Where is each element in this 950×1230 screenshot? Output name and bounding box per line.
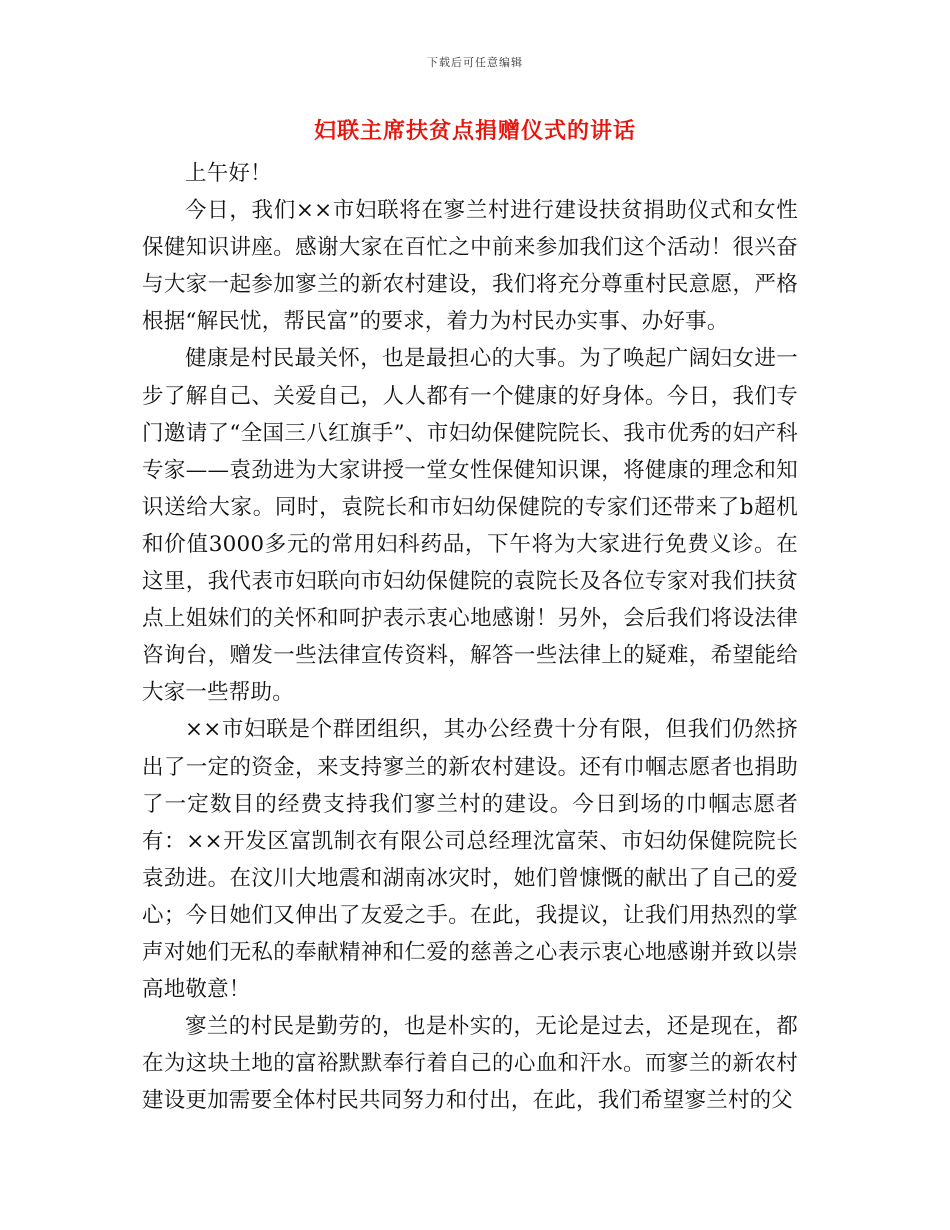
paragraph-4: 寥兰的村民是勤劳的，也是朴实的，无论是过去，还是现在，都在为这块土地的富裕默默奉行着自己的心血和汗水。而寥兰的新农村建设更加需要全体村民共同努力和付出，在此，我们希望寥兰村的父 [142, 1014, 798, 1114]
document-body [142, 155, 798, 1119]
paragraph-3: ××市妇联是个群团组织，其办公经费十分有限，但我们仍然挤出了一定的资金，来支持寥兰的新农村建设。还有巾帼志愿者也捐助了一定数目的经费支持我们寥兰村的建设。今日到场的巾帼志愿者有：××开发区富凯制衣有限公司总经理沈富荣、市妇幼保健院院长袁劲进。在汶川大地震和湖南冰灾时，她们曾慷慨的献出了自己的爱心；今日她们又伸出了友爱之手。在此，我提议，让我们用热烈的掌声对她们无私的奉献精神和仁爱的慈善之心表示衷心地感谢并致以崇高地敬意！ [142, 717, 798, 1003]
paragraph-1: 今日，我们××市妇联将在寥兰村进行建设扶贫捐助仪式和女性保健知识讲座。感谢大家在百忙之中前来参加我们这个活动！很兴奋与大家一起参加寥兰的新农村建设，我们将充分尊重村民意愿，严格根据“解民忧，帮民富”的要求，着力为村民办实事、办好事。 [142, 198, 798, 335]
document-title: 妇联主席扶贫点捐赠仪式的讲话 [313, 118, 636, 144]
header-note: 下载后可任意编辑 [427, 56, 523, 69]
paragraph-2: 健康是村民最关怀，也是最担心的大事。为了唤起广阔妇女进一步了解自己、关爱自己，人人都有一个健康的好身体。今日，我们专门邀请了“全国三八红旗手”、市妇幼保健院院长、我市优秀的妇产科专家——袁劲进为大家讲授一堂女性保健知识课，将健康的理念和知识送给大家。同时，袁院长和市妇幼保健院的专家们还带来了b超机和价值3000多元的常用妇科药品，下午将为大家进行免费义诊。在这里，我代表市妇联向市妇幼保健院的袁院长及各位专家对我们扶贫点上姐妹们的关怀和呵护表示衷心地感谢！另外，会后我们将设法律咨询台，赠发一些法律宣传资料，解答一些法律上的疑难，希望能给大家一些帮助。 [142, 346, 798, 706]
paragraph-greeting: 上午好！ [185, 161, 272, 186]
